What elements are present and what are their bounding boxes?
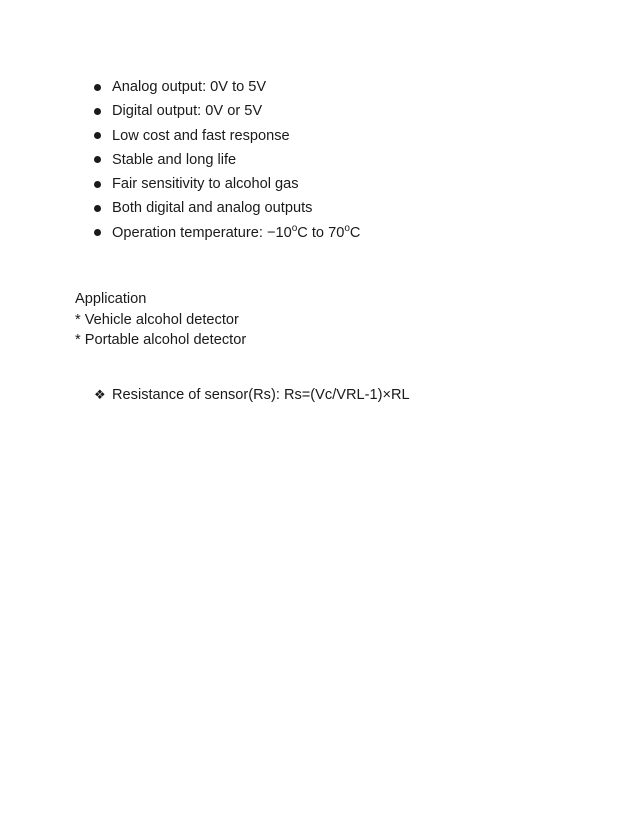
bullet-icon [94,132,101,139]
bullet-icon [94,156,101,163]
feature-text: Stable and long life [112,151,237,168]
application-section [75,289,246,351]
temperature-suffix: C [349,224,361,241]
list-item [94,172,360,196]
resistance-line [94,384,410,406]
application-item: * Portable alcohol detector [75,332,247,348]
application-item: * Vehicle alcohol detector [75,311,239,328]
feature-list [94,75,360,245]
list-item [94,124,360,148]
diamond-bullet-icon: ❖ [94,387,106,402]
list-item [94,148,360,172]
temperature-middle: C to 70 [297,224,345,241]
list-item [94,75,360,99]
list-item [94,196,360,220]
temperature-prefix: Operation temperature: −10 [112,224,292,241]
bullet-icon [94,108,101,115]
list-item [94,99,360,123]
resistance-text: Resistance of sensor(Rs): Rs=(Vc/VRL-1)×RL [112,387,410,403]
feature-text: Digital output: 0V or 5V [112,103,263,120]
feature-text: Analog output: 0V to 5V [112,79,267,95]
degree-superscript: o [291,222,298,234]
bullet-icon [94,84,101,91]
feature-text: Fair sensitivity to alcohol gas [112,176,299,193]
list-item-temperature [94,221,360,245]
bullet-icon [94,229,101,236]
feature-text: Low cost and fast response [112,127,290,144]
bullet-icon [94,205,101,212]
degree-superscript: o [344,222,350,234]
feature-text: Both digital and analog outputs [112,200,313,217]
application-heading: Application [75,291,147,307]
bullet-icon [94,181,101,188]
